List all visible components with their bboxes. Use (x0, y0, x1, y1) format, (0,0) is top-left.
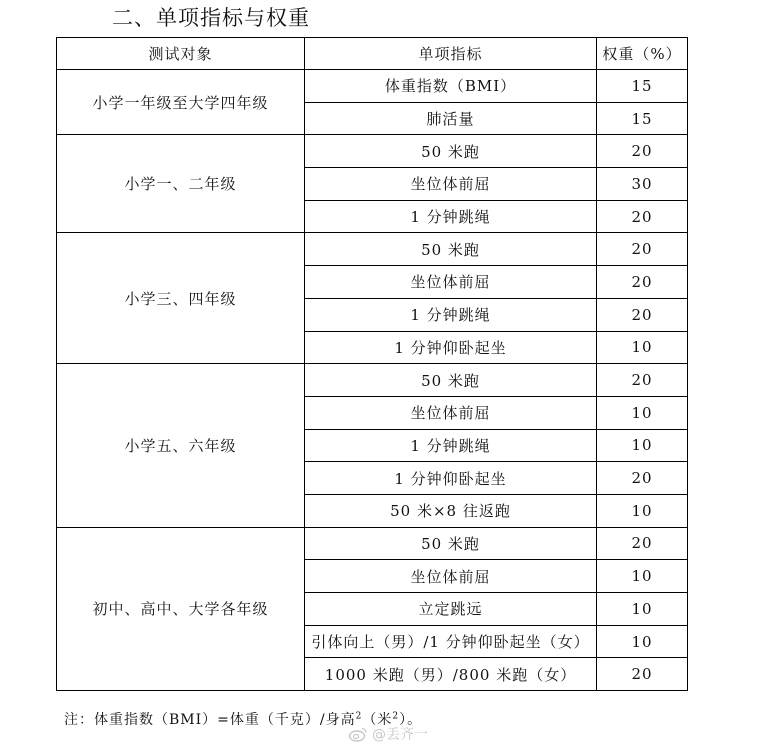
weight-cell: 15 (597, 70, 688, 103)
indicator-cell: 1 分钟仰卧起坐 (305, 331, 597, 364)
indicator-cell: 50 米跑 (305, 135, 597, 168)
indicator-cell: 引体向上（男）/1 分钟仰卧起坐（女） (305, 625, 597, 658)
indicator-cell: 1000 米跑（男）/800 米跑（女） (305, 658, 597, 691)
subject-cell: 小学一年级至大学四年级 (57, 70, 305, 135)
subject-cell: 小学五、六年级 (57, 364, 305, 527)
table-row (57, 527, 688, 560)
table-row (57, 364, 688, 397)
header-weight: 权重（%） (597, 38, 688, 70)
table-body (57, 70, 688, 691)
weight-cell: 10 (597, 494, 688, 527)
table-row (57, 70, 688, 103)
watermark (348, 724, 428, 744)
weight-cell: 20 (597, 266, 688, 299)
header-indicator: 单项指标 (305, 38, 597, 70)
footnote-prefix: 注：体重指数（BMI）=体重（千克）/身高 (64, 712, 356, 728)
indicator-cell: 1 分钟仰卧起坐 (305, 462, 597, 495)
indicator-cell: 50 米跑 (305, 364, 597, 397)
table-header-row (57, 38, 688, 70)
table-row (57, 135, 688, 168)
table-row (57, 233, 688, 266)
weight-cell: 20 (597, 527, 688, 560)
weight-cell: 15 (597, 102, 688, 135)
weight-cell: 30 (597, 168, 688, 201)
indicator-cell: 立定跳远 (305, 593, 597, 626)
weight-cell: 10 (597, 560, 688, 593)
indicator-cell: 体重指数（BMI） (305, 70, 597, 103)
subject-cell: 小学三、四年级 (57, 233, 305, 364)
weight-cell: 20 (597, 233, 688, 266)
weight-cell: 10 (597, 331, 688, 364)
indicator-cell: 50 米跑 (305, 233, 597, 266)
weight-cell: 10 (597, 396, 688, 429)
weight-cell: 20 (597, 200, 688, 233)
indicator-cell: 坐位体前屈 (305, 560, 597, 593)
section-title: 二、单项指标与权重 (112, 6, 310, 30)
indicator-cell: 1 分钟跳绳 (305, 429, 597, 462)
footnote-superscript-1: 2 (355, 711, 363, 722)
footnote-superscript-2: 2 (392, 711, 400, 722)
indicator-cell: 坐位体前屈 (305, 266, 597, 299)
weight-cell: 20 (597, 298, 688, 331)
header-subject: 测试对象 (57, 38, 305, 70)
weight-cell: 10 (597, 593, 688, 626)
indicator-cell: 50 米×8 往返跑 (305, 494, 597, 527)
watermark-text: @丢齐一 (372, 727, 428, 743)
weight-cell: 20 (597, 135, 688, 168)
indicator-cell: 坐位体前屈 (305, 396, 597, 429)
weight-cell: 20 (597, 658, 688, 691)
subject-cell: 小学一、二年级 (57, 135, 305, 233)
footnote-suffix: ）。 (399, 712, 423, 728)
subject-cell: 初中、高中、大学各年级 (57, 527, 305, 690)
weibo-icon (348, 726, 368, 742)
indicator-cell: 1 分钟跳绳 (305, 298, 597, 331)
weights-table (56, 37, 688, 691)
weight-cell: 10 (597, 429, 688, 462)
footnote-middle: （米 (362, 712, 393, 728)
indicator-cell: 1 分钟跳绳 (305, 200, 597, 233)
weight-cell: 10 (597, 625, 688, 658)
indicator-cell: 肺活量 (305, 102, 597, 135)
indicator-cell: 坐位体前屈 (305, 168, 597, 201)
weight-cell: 20 (597, 462, 688, 495)
indicator-cell: 50 米跑 (305, 527, 597, 560)
weight-cell: 20 (597, 364, 688, 397)
